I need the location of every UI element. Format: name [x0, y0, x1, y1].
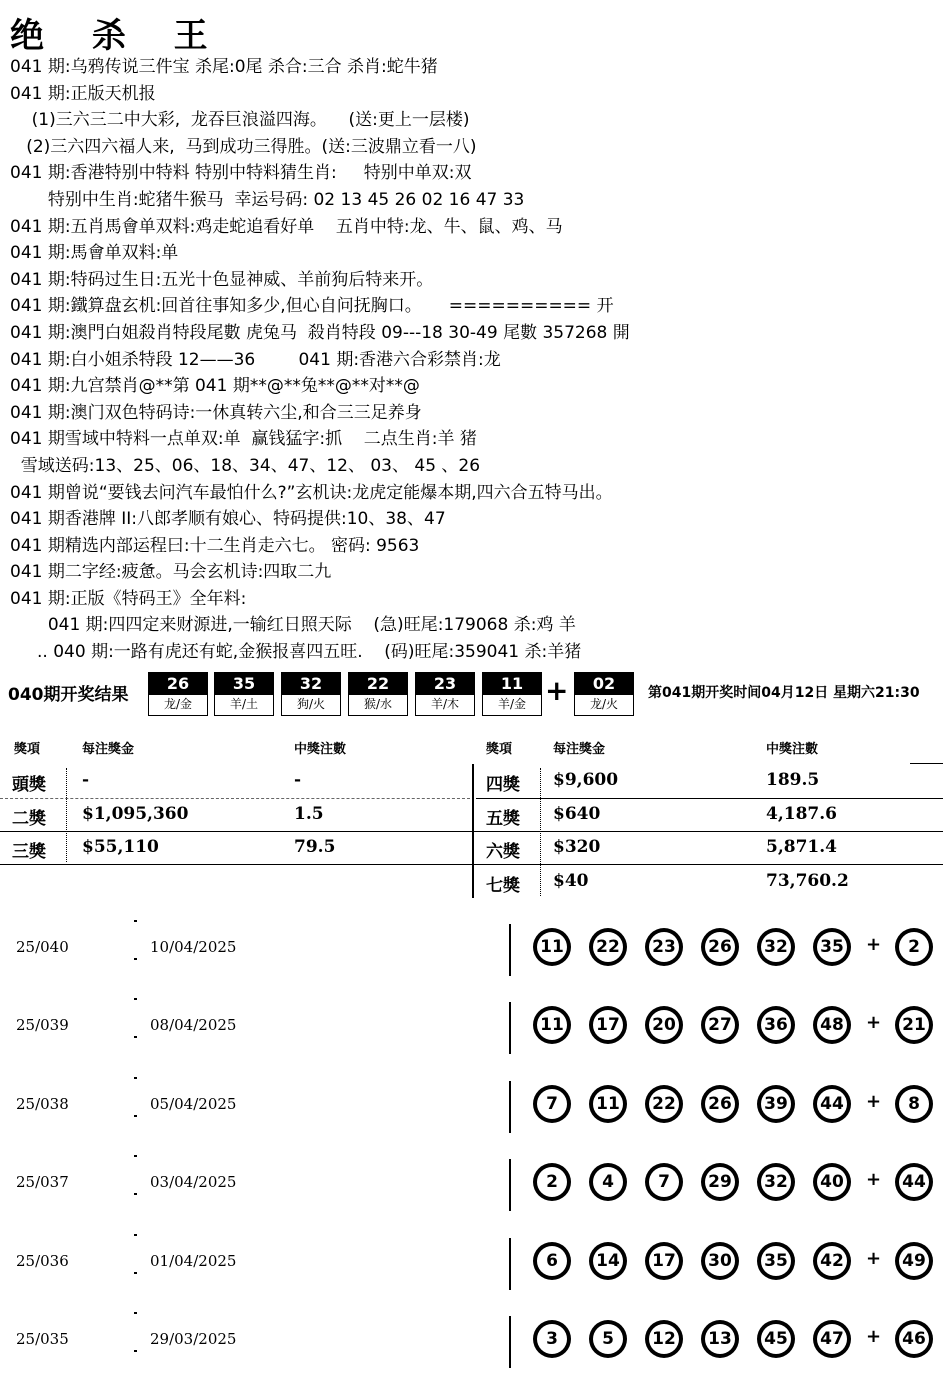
- tick-mark: [134, 1036, 137, 1038]
- results-label: 040期开奖结果: [8, 685, 129, 705]
- number-ball: 11: [533, 1006, 571, 1044]
- row-divider: [509, 1081, 511, 1133]
- ball-number: 22: [349, 673, 407, 695]
- draw-number: 25/040: [16, 938, 69, 956]
- prize-amount: $1,095,360: [82, 804, 189, 824]
- header-count: 中獎注數: [766, 742, 819, 757]
- results-bar: [8, 670, 943, 716]
- history-row: [0, 1145, 943, 1223]
- text-line: 041 期二字经:疲惫。马会玄机诗:四取二九: [10, 562, 332, 583]
- prize-name: 二獎: [12, 809, 46, 829]
- tick-mark: [134, 1350, 137, 1352]
- header-prize: 獎項: [14, 742, 41, 757]
- history-row: [0, 910, 943, 988]
- ball-number: 11: [483, 673, 541, 695]
- text-line: 雪域送码:13、25、06、18、34、47、12、 03、 45 、26: [10, 455, 481, 476]
- number-ball: 40: [813, 1163, 851, 1201]
- draw-number: 25/039: [16, 1016, 69, 1034]
- number-ball: 17: [589, 1006, 627, 1044]
- text-line: 041 期香港牌 II:八郎孝顺有娘心、特码提供:10、38、47: [10, 509, 446, 530]
- draw-number: 25/036: [16, 1252, 69, 1270]
- text-line: .. 040 期:一路有虎还有蛇,金猴报喜四五旺. (码)旺尾:359041 杀:羊猪: [10, 642, 582, 663]
- number-ball: 5: [589, 1320, 627, 1358]
- history-row: [0, 1224, 943, 1302]
- special-ball: 44: [895, 1163, 933, 1201]
- draw-number: 25/035: [16, 1330, 69, 1348]
- prize-amount: $640: [553, 804, 601, 824]
- ball-number: 35: [215, 673, 273, 695]
- ball-zodiac: 龙/金: [163, 697, 193, 711]
- result-ball: [148, 672, 208, 716]
- ball-number: 26: [149, 673, 207, 695]
- column-divider: [540, 768, 541, 896]
- number-ball: 39: [757, 1085, 795, 1123]
- plus-sign: +: [866, 1326, 882, 1347]
- divider: [0, 798, 470, 799]
- number-ball: 3: [533, 1320, 571, 1358]
- number-ball: 48: [813, 1006, 851, 1044]
- number-ball: 36: [757, 1006, 795, 1044]
- row-divider: [509, 1002, 511, 1054]
- prize-name: 七獎: [486, 876, 520, 896]
- text-line: 041 期精选内部运程曰:十二生肖走六七。 密码: 9563: [10, 535, 420, 556]
- prize-count: 189.5: [766, 770, 820, 790]
- text-line: 041 期:乌鸦传说三件宝 杀尾:0尾 杀合:三合 杀肖:蛇牛猪: [10, 57, 438, 77]
- draw-date: 08/04/2025: [150, 1016, 237, 1034]
- draw-date: 10/04/2025: [150, 938, 237, 956]
- ball-zodiac: 猴/水: [363, 697, 393, 711]
- column-divider: [66, 768, 67, 862]
- history-row: [0, 1302, 943, 1380]
- prize-name: 六獎: [486, 842, 520, 862]
- prize-name: 四獎: [486, 775, 520, 795]
- number-ball: 22: [589, 928, 627, 966]
- number-ball: 6: [533, 1242, 571, 1280]
- ball-zodiac: 狗/火: [296, 697, 326, 711]
- ball-zodiac: 羊/木: [430, 697, 460, 711]
- ball-number: 02: [575, 673, 633, 695]
- column-divider: [472, 764, 474, 898]
- prize-name: 五獎: [486, 809, 520, 829]
- text-line: 041 期雪域中特料一点单双:单 赢钱猛字:抓 二点生肖:羊 猪: [10, 429, 477, 450]
- text-line: 041 期:馬會单双料:单: [10, 243, 179, 264]
- row-divider: [509, 1159, 511, 1211]
- prize-count: 4,187.6: [766, 804, 837, 824]
- prize-amount: -: [82, 770, 90, 790]
- number-ball: 7: [645, 1163, 683, 1201]
- number-ball: 7: [533, 1085, 571, 1123]
- text-line: 041 期:特码过生日:五光十色显神威、羊前狗后特来开。: [10, 269, 434, 290]
- result-ball: [281, 672, 341, 716]
- prize-table: [0, 736, 943, 898]
- number-ball: 17: [645, 1242, 683, 1280]
- text-line: (2)三六四六福人来, 马到成功三得胜。(送:三波鼎立看一八): [10, 136, 477, 157]
- text-line: 041 期:澳门双色特码诗:一休真转六尘,和合三三足养身: [10, 402, 422, 423]
- ball-zodiac: 羊/金: [497, 697, 527, 711]
- number-ball: 22: [645, 1085, 683, 1123]
- prize-count: 1.5: [294, 804, 324, 824]
- prize-amount: $320: [553, 837, 601, 857]
- number-ball: 11: [589, 1085, 627, 1123]
- result-ball: [214, 672, 274, 716]
- special-ball: 2: [895, 928, 933, 966]
- number-ball: 32: [757, 928, 795, 966]
- prize-count: -: [294, 770, 302, 790]
- tick-mark: [134, 998, 137, 1000]
- number-ball: 47: [813, 1320, 851, 1358]
- prize-count: 5,871.4: [766, 837, 837, 857]
- special-ball: 46: [895, 1320, 933, 1358]
- text-line: 041 期:九宫禁肖@**第 041 期**@**兔**@**对**@: [10, 376, 420, 397]
- text-line: 041 期:正版《特码王》全年料:: [10, 588, 247, 609]
- tick-mark: [134, 958, 137, 960]
- tick-mark: [134, 1155, 137, 1157]
- divider: [476, 798, 943, 799]
- number-ball: 27: [701, 1006, 739, 1044]
- tick-mark: [134, 920, 137, 922]
- header-amount: 每注獎金: [82, 742, 135, 757]
- draw-date: 05/04/2025: [150, 1095, 237, 1113]
- special-ball: 21: [895, 1006, 933, 1044]
- number-ball: 32: [757, 1163, 795, 1201]
- number-ball: 2: [533, 1163, 571, 1201]
- text-line: 041 期:香港特别中特料 特别中特料猜生肖: 特别中单双:双: [10, 163, 472, 184]
- prize-name: 三獎: [12, 842, 46, 862]
- tick-mark: [134, 1272, 137, 1274]
- prize-count: 79.5: [294, 837, 336, 857]
- special-ball: 49: [895, 1242, 933, 1280]
- header-prize: 獎項: [486, 742, 513, 757]
- result-ball: [415, 672, 475, 716]
- prize-count: 73,760.2: [766, 871, 849, 891]
- history-row: [0, 1067, 943, 1145]
- tick-mark: [134, 1193, 137, 1195]
- row-divider: [509, 924, 511, 976]
- history-row: [0, 988, 943, 1066]
- plus-sign: +: [866, 1169, 882, 1190]
- header-amount: 每注獎金: [553, 742, 606, 757]
- header-count: 中獎注數: [294, 742, 347, 757]
- number-ball: 30: [701, 1242, 739, 1280]
- number-ball: 26: [701, 928, 739, 966]
- plus-sign: +: [545, 674, 569, 707]
- prize-amount: $9,600: [553, 770, 619, 790]
- number-ball: 35: [813, 928, 851, 966]
- ball-number: 32: [282, 673, 340, 695]
- prize-amount: $40: [553, 871, 589, 891]
- next-draw-info: 第041期开奖时间04月12日 星期六21:30: [648, 685, 920, 701]
- number-ball: 23: [645, 928, 683, 966]
- number-ball: 12: [645, 1320, 683, 1358]
- text-line: 041 期:正版天机报: [10, 83, 156, 104]
- row-divider: [509, 1238, 511, 1290]
- number-ball: 45: [757, 1320, 795, 1358]
- draw-date: 29/03/2025: [150, 1330, 237, 1348]
- draw-number: 25/037: [16, 1173, 69, 1191]
- tick-mark: [134, 1077, 137, 1079]
- text-line: 041 期:五肖馬會单双料:鸡走蛇追看好单 五肖中特:龙、牛、鼠、鸡、马: [10, 216, 563, 237]
- plus-sign: +: [866, 1248, 882, 1269]
- prize-name: 頭獎: [12, 775, 46, 795]
- number-ball: 29: [701, 1163, 739, 1201]
- number-ball: 4: [589, 1163, 627, 1201]
- text-line: 041 期:白小姐杀特段 12——36 041 期:香港六合彩禁肖:龙: [10, 349, 501, 370]
- text-line: 041 期:鐵算盘玄机:回首往事知多少,但心自问抚胸口。 ========== 开: [10, 296, 614, 317]
- text-line: 特别中生肖:蛇猪牛猴马 幸运号码: 02 13 45 26 02 16 47 33: [10, 189, 525, 210]
- tick-mark: [134, 1234, 137, 1236]
- plus-sign: +: [866, 1091, 882, 1112]
- ball-number: 23: [416, 673, 474, 695]
- tick-mark: [134, 1115, 137, 1117]
- prize-amount: $55,110: [82, 837, 159, 857]
- draw-date: 01/04/2025: [150, 1252, 237, 1270]
- row-divider: [509, 1316, 511, 1368]
- number-ball: 20: [645, 1006, 683, 1044]
- ball-zodiac: 龙/火: [589, 697, 619, 711]
- number-ball: 14: [589, 1242, 627, 1280]
- plus-sign: +: [866, 934, 882, 955]
- number-ball: 42: [813, 1242, 851, 1280]
- number-ball: 13: [701, 1320, 739, 1358]
- special-ball: 8: [895, 1085, 933, 1123]
- plus-sign: +: [866, 1012, 882, 1033]
- prediction-lines: [10, 54, 935, 666]
- draw-date: 03/04/2025: [150, 1173, 237, 1191]
- special-ball: [574, 672, 634, 716]
- text-line: 041 期:四四定来财源进,一输红日照天际 (急)旺尾:179068 杀:鸡 羊: [10, 615, 576, 636]
- text-line: (1)三六三二中大彩, 龙吞巨浪溢四海。 (送:更上一层楼): [10, 110, 470, 131]
- text-line: 041 期:澳門白姐殺肖特段尾數 虎兔马 殺肖特段 09---18 30-49 尾數 357268 開: [10, 322, 630, 343]
- divider: [910, 763, 943, 764]
- page-title: 绝 杀 王: [10, 16, 226, 56]
- number-ball: 11: [533, 928, 571, 966]
- ball-zodiac: 羊/土: [229, 697, 259, 711]
- result-ball: [348, 672, 408, 716]
- result-ball: [482, 672, 542, 716]
- number-ball: 26: [701, 1085, 739, 1123]
- tick-mark: [134, 1312, 137, 1314]
- text-line: 041 期曾说“要钱去问汽车最怕什么?”玄机诀:龙虎定能爆本期,四六合五特马出。: [10, 482, 613, 503]
- number-ball: 35: [757, 1242, 795, 1280]
- number-ball: 44: [813, 1085, 851, 1123]
- draw-number: 25/038: [16, 1095, 69, 1113]
